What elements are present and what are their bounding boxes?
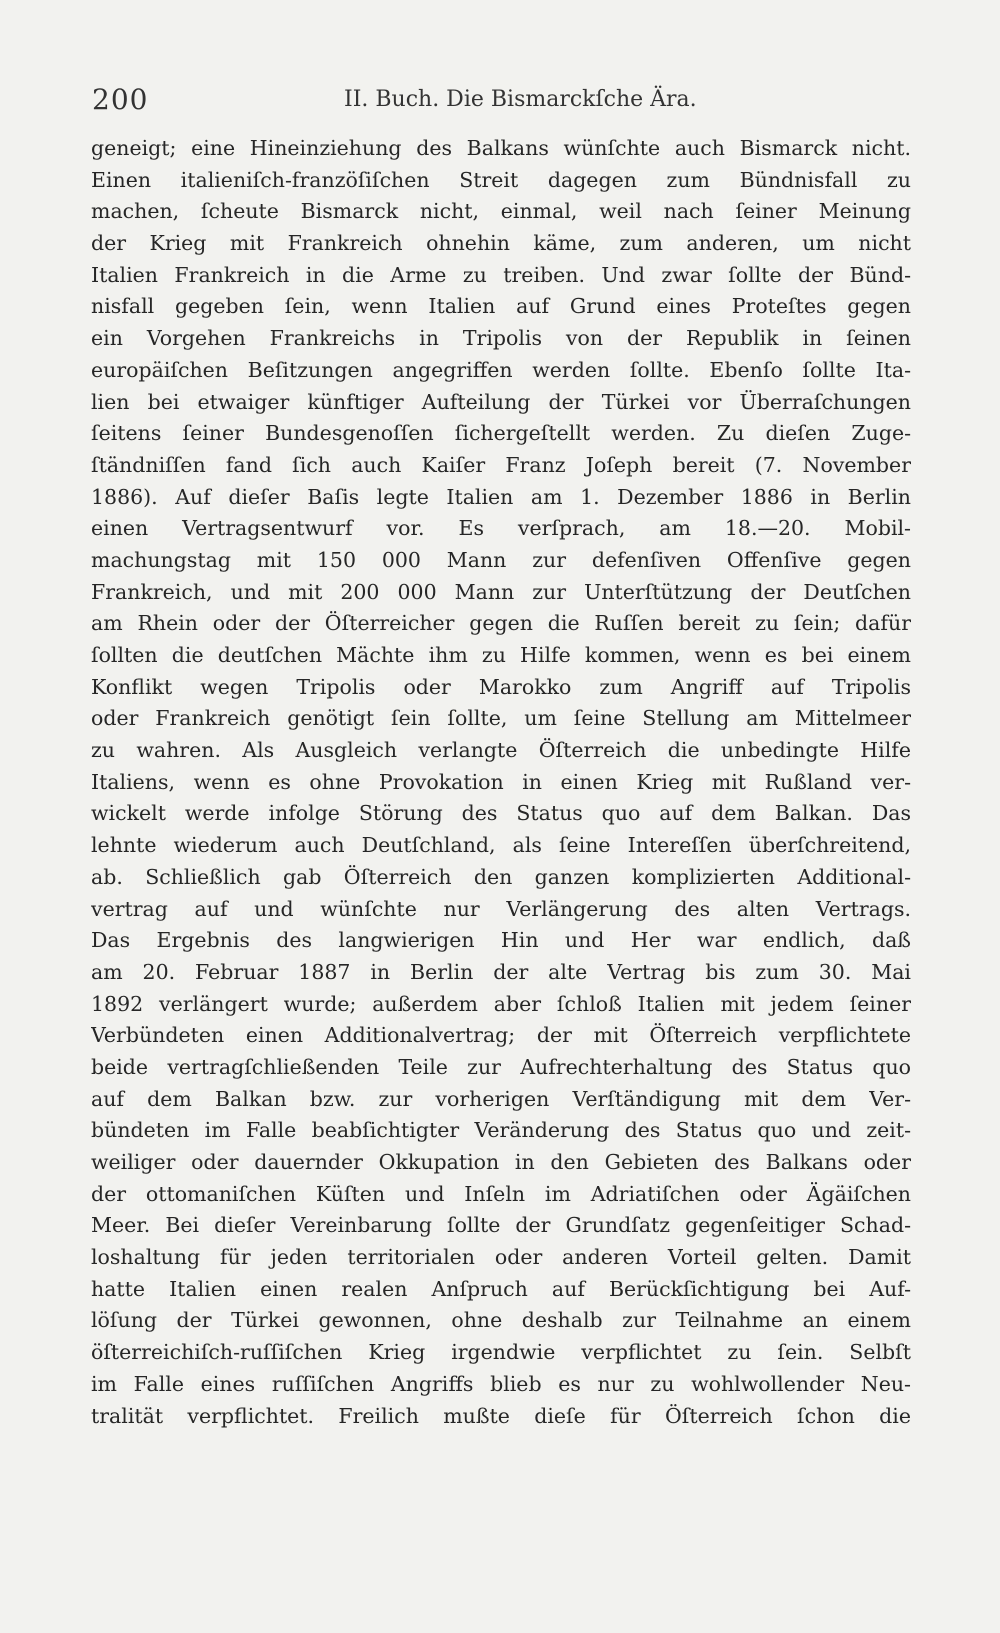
text-line: oder Frankreich genötigt ſein ſollte, um ſeine Stellung am Mittelmeer [91, 706, 911, 731]
page-number: 200 [92, 83, 149, 116]
text-line: loshaltung für jeden territorialen oder anderen Vorteil gelten. Damit [91, 1245, 911, 1270]
text-line: öſterreichiſch-ruſſiſchen Krieg irgendwie verpflichtet zu ſein. Selbſt [91, 1340, 911, 1365]
text-line: weiliger oder dauernder Okkupation in den Gebieten des Balkans oder [91, 1150, 911, 1174]
text-line: Meer. Bei dieſer Vereinbarung ſollte der Grundſatz gegenſeitiger Schad- [91, 1213, 911, 1238]
text-line: lien bei etwaiger künftiger Aufteilung der Türkei vor Überraſchungen [91, 389, 911, 414]
text-line: 1886). Auf dieſer Baſis legte Italien am 1. Dezember 1886 in Berlin [91, 484, 911, 509]
text-line: der Krieg mit Frankreich ohnehin käme, zum anderen, um nicht [91, 231, 911, 256]
text-line: geneigt; eine Hineinziehung des Balkans wünſchte auch Bismarck nicht. [91, 136, 911, 160]
text-line: Das Ergebnis des langwierigen Hin und Her war endlich, daß [91, 928, 911, 953]
text-line: vertrag auf und wünſchte nur Verlängerung des alten Vertrags. [91, 896, 911, 921]
text-line: Italiens, wenn es ohne Provokation in einen Krieg mit Rußland ver- [91, 769, 911, 794]
page-header [92, 80, 912, 120]
text-line: einen Vertragsentwurf vor. Es verſprach, am 18.—20. Mobil- [91, 516, 911, 541]
text-line: am Rhein oder der Öſterreicher gegen die Ruſſen bereit zu ſein; dafür [91, 611, 911, 636]
text-line: 1892 verlängert wurde; außerdem aber ſchloß Italien mit jedem ſeiner [91, 991, 911, 1016]
text-line: zu wahren. Als Ausgleich verlangte Öſterreich die unbedingte Hilfe [91, 738, 911, 763]
text-line: lehnte wiederum auch Deutſchland, als ſeine Intereſſen überſchreitend, [91, 833, 911, 858]
text-line: ſeitens ſeiner Bundesgenoſſen ſichergeſtellt werden. Zu dieſen Zuge- [91, 421, 911, 446]
text-line: machungstag mit 150 000 Mann zur defenſiven Offenſive gegen [91, 547, 911, 572]
text-line: machen, ſcheute Bismarck nicht, einmal, weil nach ſeiner Meinung [91, 199, 911, 224]
text-line: europäiſchen Beſitzungen angegriffen werden ſollte. Ebenſo ſollte Ita- [91, 357, 911, 382]
text-line: wickelt werde infolge Störung des Status quo auf dem Balkan. Das [91, 801, 911, 826]
text-line: tralität verpflichtet. Freilich mußte dieſe für Öſterreich ſchon die [91, 1403, 911, 1428]
text-line: Verbündeten einen Additionalvertrag; der mit Öſterreich verpflichtete [91, 1023, 911, 1048]
text-line: Konflikt wegen Tripolis oder Marokko zum Angriff auf Tripolis [91, 674, 911, 699]
body-paragraph [91, 133, 911, 1432]
text-line: am 20. Februar 1887 in Berlin der alte Vertrag bis zum 30. Mai [91, 959, 911, 984]
text-line: Einen italieniſch-franzöſiſchen Streit dagegen zum Bündnisfall zu [91, 167, 911, 192]
text-line: auf dem Balkan bzw. zur vorherigen Verſtändigung mit dem Ver- [91, 1086, 911, 1111]
text-line: ab. Schließlich gab Öſterreich den ganzen komplizierten Additional- [91, 864, 911, 889]
running-head: II. Buch. Die Bismarckſche Ära. [344, 87, 697, 112]
text-line: Italien Frankreich in die Arme zu treiben. Und zwar ſollte der Bünd- [91, 262, 911, 287]
text-line: der ottomaniſchen Küſten und Inſeln im Adriatiſchen oder Ägäiſchen [91, 1181, 911, 1206]
text-line: Frankreich, und mit 200 000 Mann zur Unterſtützung der Deutſchen [91, 579, 911, 604]
text-line: im Falle eines ruſſiſchen Angriffs blieb es nur zu wohlwollender Neu- [91, 1371, 911, 1396]
text-line: bündeten im Falle beabſichtigter Veränderung des Status quo und zeit- [91, 1118, 911, 1143]
text-line: ſollten die deutſchen Mächte ihm zu Hilfe kommen, wenn es bei einem [91, 643, 911, 667]
text-line: ſtändniſſen fand ſich auch Kaiſer Franz Joſeph bereit (7. November [91, 452, 911, 477]
text-line: nisfall gegeben ſein, wenn Italien auf Grund eines Proteſtes gegen [91, 294, 911, 319]
text-line: ein Vorgehen Frankreichs in Tripolis von der Republik in ſeinen [91, 326, 911, 351]
text-line: beide vertragſchließenden Teile zur Aufrechterhaltung des Status quo [91, 1054, 911, 1079]
text-line: löſung der Türkei gewonnen, ohne deshalb zur Teilnahme an einem [91, 1308, 911, 1333]
text-line: hatte Italien einen realen Anſpruch auf Berückſichtigung bei Auf- [91, 1276, 911, 1301]
